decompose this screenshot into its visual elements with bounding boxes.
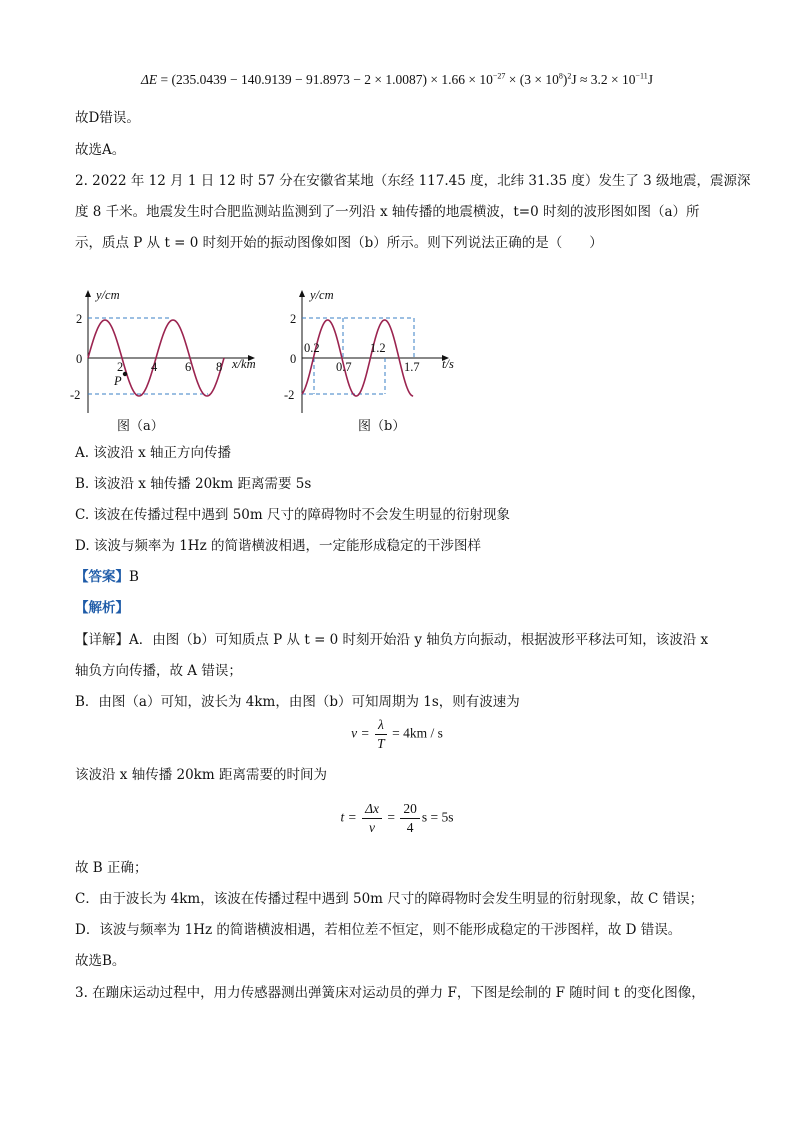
figure-a-plot <box>70 285 270 435</box>
velocity-equation: v = $\frac{\lambda}{T}$ = 4km / s <box>351 717 443 751</box>
figure-b-x-label: t/s <box>442 357 454 371</box>
figure-b-ytick-0: 0 <box>290 352 297 366</box>
option-a: A. 该波沿 x 轴正方向传播 <box>75 445 232 461</box>
detail-d: D．该波与频率为 1Hz 的简谐横波相遇，若相位差不恒定，则不能形成稳定的干涉图样，故 D 错误。 <box>75 922 682 938</box>
figure-b-y-label: y/cm <box>310 288 334 302</box>
detail-line2: 轴负方向传播，故 A 错误； <box>75 663 242 679</box>
figure-b-xtick-0.7: 0.7 <box>336 360 352 374</box>
answer-line <box>75 567 139 587</box>
option-c: C. 该波在传播过程中遇到 50m 尺寸的障碍物时不会发生明显的衍射现象 <box>75 507 510 523</box>
time-equation: t = $\frac{\Delta x}{v}$ = $\frac{20}{4}$ s = 5s <box>340 801 454 835</box>
figure-a-y-label: y/cm <box>96 288 120 302</box>
figure-a-xtick-4: 4 <box>151 360 158 374</box>
option-d: D. 该波与频率为 1Hz 的简谐横波相遇，一定能形成稳定的干涉图样 <box>75 538 481 554</box>
figure-a-xtick-8: 8 <box>216 360 223 374</box>
detail-line3: B．由图（a）可知，波长为 4km，由图（b）可知周期为 1s，则有波速为 <box>75 694 520 710</box>
answer-value: B <box>129 569 139 585</box>
figure-a-ytick-0: 0 <box>76 352 83 366</box>
point-p-marker <box>123 372 127 376</box>
detail-c: C．由于波长为 4km，该波在传播过程中遇到 50m 尺寸的障碍物时会发生明显的衍射现象，故 C 错误； <box>75 891 704 907</box>
energy-equation: $\Delta E = (235.0439 - 140.9139 - 91.8973 - 2 \times 1.0087) \times 1.66 \times 10^{-27} \times (3 \times 10^8)^2J \approx 3.2 \times 10^{-11}J$ <box>141 71 653 87</box>
figure-a-caption: 图（a） <box>117 419 164 434</box>
figure-a-ytick-neg2: -2 <box>70 388 81 402</box>
figure-b-xtick-0.2: 0.2 <box>304 341 320 355</box>
d-wrong-text: 故D错误。 <box>75 110 140 126</box>
figure-b-ytick-2: 2 <box>290 312 297 326</box>
analysis-label: 【解析】 <box>75 600 129 616</box>
choose-a-text: 故选A。 <box>75 142 126 158</box>
answer-label: 【答案】 <box>75 569 129 585</box>
figure-b-xtick-1.7: 1.7 <box>404 360 420 374</box>
figure-a-x-label: x/km <box>232 357 256 371</box>
figure-b <box>282 285 472 435</box>
detail-line1: 【详解】A．由图（b）可知质点 P 从 t = 0 时刻开始沿 y 轴负方向振动，根据波形平移法可知，该波沿 x <box>75 632 709 648</box>
figure-b-ytick-neg2: -2 <box>284 388 295 402</box>
figure-b-caption: 图（b） <box>358 419 406 434</box>
q2-stem-line1: 2. 2022 年 12 月 1 日 12 时 57 分在安徽省某地（东经 117.45 度，北纬 31.35 度）发生了 3 级地震，震源深 <box>75 173 751 189</box>
q2-stem-line2: 度 8 千米。地震发生时合肥监测站监测到了一列沿 x 轴传播的地震横波，t=0 时刻的波形图如图（a）所 <box>75 204 700 220</box>
figure-a-xtick-6: 6 <box>185 360 192 374</box>
b-right-text: 故 B 正确； <box>75 860 148 876</box>
figure-b-plot <box>282 285 472 435</box>
figure-a-ytick-2: 2 <box>76 312 83 326</box>
point-p-label: P <box>114 374 122 388</box>
q3-stem-line1: 3. 在蹦床运动过程中，用力传感器测出弹簧床对运动员的弹力 F，下图是绘制的 F 随时间 t 的变化图像， <box>75 985 705 1001</box>
choose-b-text: 故选B。 <box>75 953 126 969</box>
figure-a-xtick-2: 2 <box>117 360 124 374</box>
figure-b-xtick-1.2: 1.2 <box>370 341 386 355</box>
figure-a <box>70 285 270 435</box>
q2-stem-line3: 示，质点 P 从 t = 0 时刻开始的振动图像如图（b）所示。则下列说法正确的是（ ） <box>75 235 603 251</box>
detail-line4: 该波沿 x 轴传播 20km 距离需要的时间为 <box>75 767 327 783</box>
option-b: B. 该波沿 x 轴传播 20km 距离需要 5s <box>75 476 312 492</box>
